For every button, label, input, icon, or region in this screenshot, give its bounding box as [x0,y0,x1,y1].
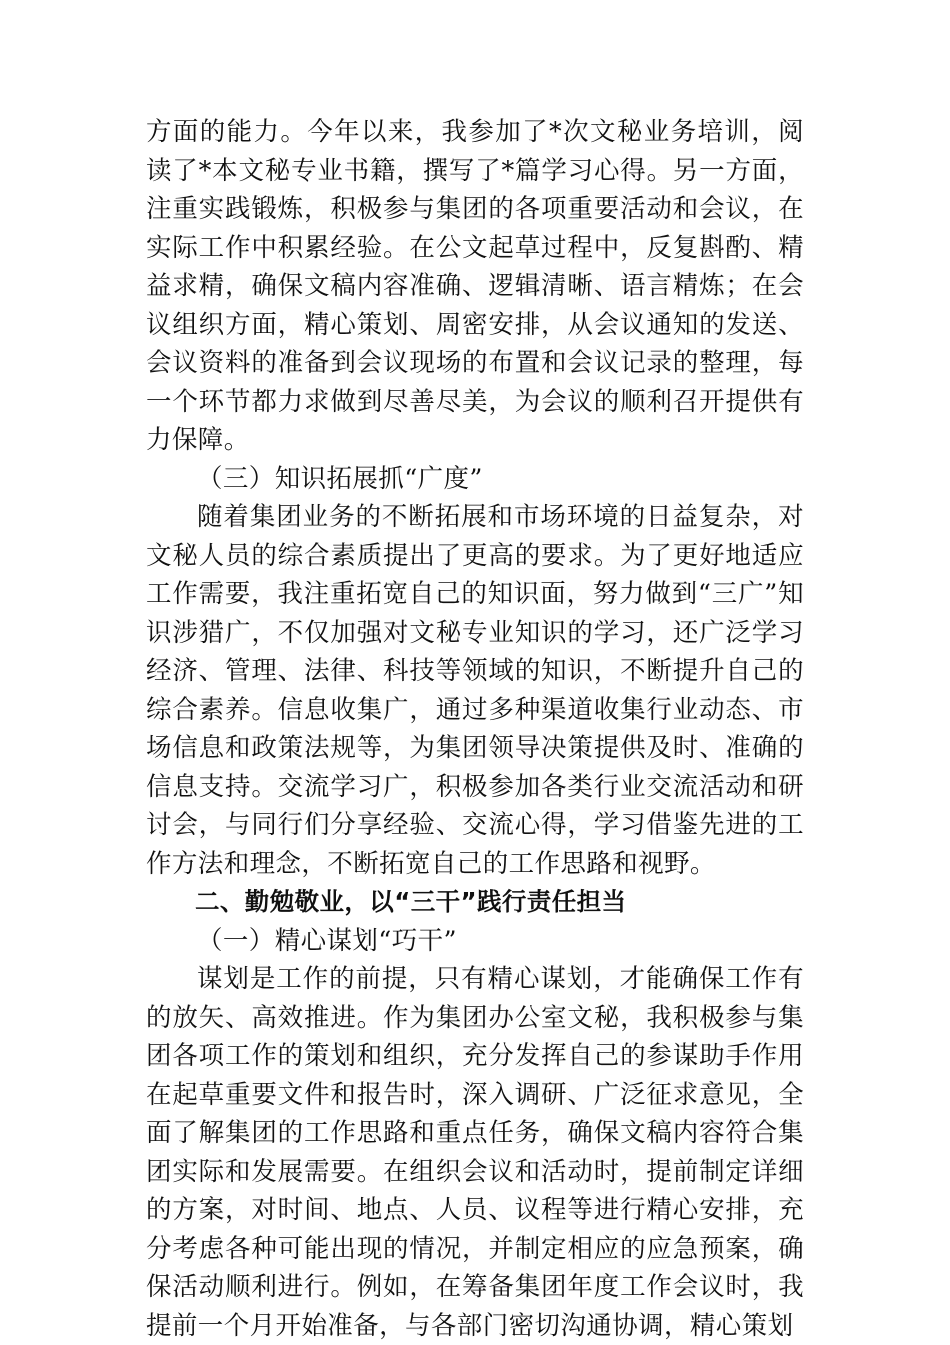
section-heading-diligence: 二、勤勉敬业，以“三干”践行责任担当 [195,887,627,916]
paragraph-skills-practice: 方面的能力。今年以来，我参加了*次文秘业务培训，阅读了*本文秘专业书籍，撰写了*篇学习心得。另一方面，注重实践锻炼，积极参与集团的各项重要活动和会议，在实际工作中积累经验。在公文起草过程中，反复斟酌、精益求精，确保文稿内容准确、逻辑清晰、语言精炼；在会议组织方面，精心策划、周密安排，从会议通知的发送、会议资料的准备到会议现场的布置和会议记录的整理，每一个环节都力求做到尽善尽美，为会议的顺利召开提供有力保障。 [146,117,804,455]
subheading-knowledge-breadth: （三）知识拓展抓“广度” [197,463,483,494]
subheading-careful-planning: （一）精心谋划“巧干” [197,925,457,956]
document-page [146,113,804,1345]
paragraph-knowledge-expansion: 随着集团业务的不断拓展和市场环境的日益复杂，对文秘人员的综合素质提出了更高的要求。为了更好地适应工作需要，我注重拓宽自己的知识面，努力做到“三广”知识涉猎广，不仅加强对文秘专业知识的学习，还广泛学习经济、管理、法律、科技等领域的知识，不断提升自己的综合素养。信息收集广，通过多种渠道收集行业动态、市场信息和政策法规等，为集团领导决策提供及时、准确的信息支持。交流学习广，积极参加各类行业交流活动和研讨会，与同行们分享经验、交流心得，学习借鉴先进的工作方法和理念，不断拓宽自己的工作思路和视野。 [146,502,804,879]
paragraph-planning: 谋划是工作的前提，只有精心谋划，才能确保工作有的放矢、高效推进。作为集团办公室文秘，我积极参与集团各项工作的策划和组织，充分发挥自己的参谋助手作用在起草重要文件和报告时，深入调研、广泛征求意见，全面了解集团的工作思路和重点任务，确保文稿内容符合集团实际和发展需要。在组织会议和活动时，提前制定详细的方案，对时间、地点、人员、议程等进行精心安排，充分考虑各种可能出现的情况，并制定相应的应急预案，确保活动顺利进行。例如，在筹备集团年度工作会议时，我提前一个月开始准备，与各部门密切沟通协调，精心策划 [146,964,804,1341]
